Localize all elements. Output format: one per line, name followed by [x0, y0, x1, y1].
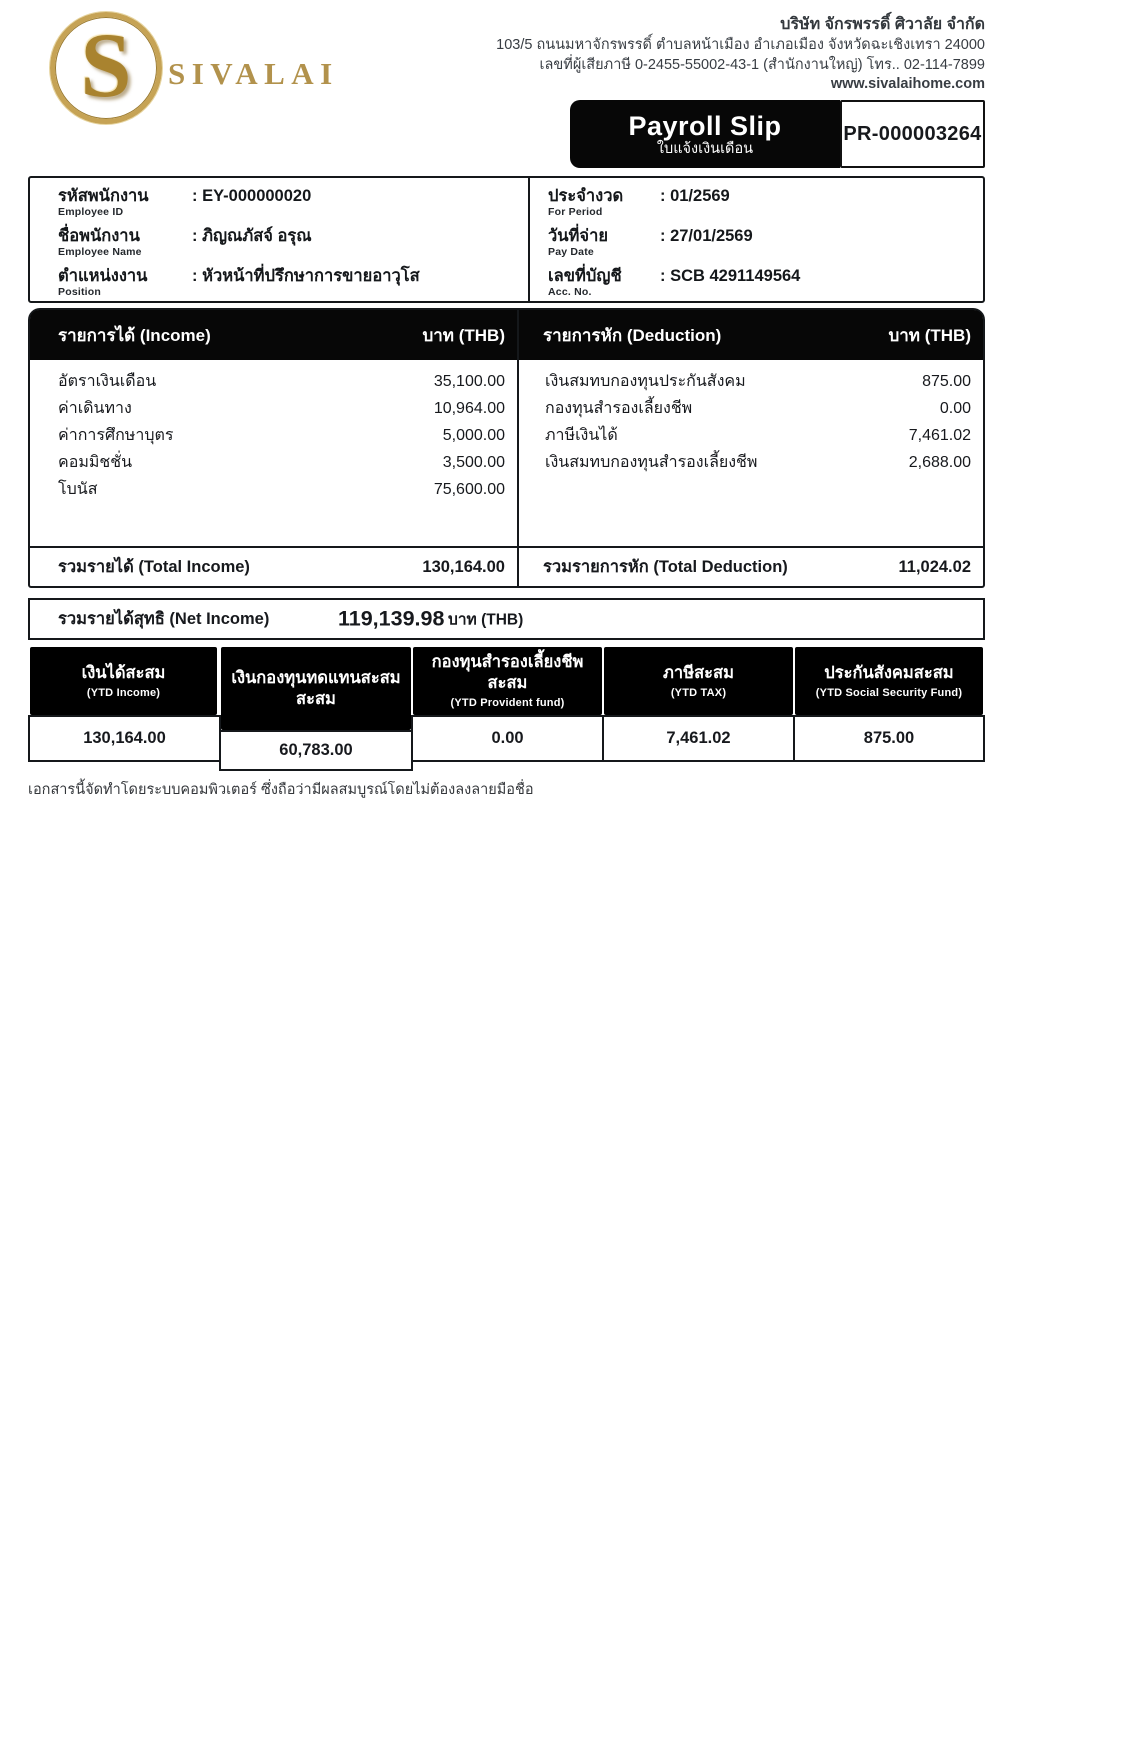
net-income-value: 119,139.98: [338, 606, 445, 631]
deduction-row: [519, 395, 983, 422]
income-row: [30, 422, 517, 449]
employee-info-left-column: [58, 187, 498, 307]
pay-date-field: [548, 227, 968, 259]
ytd-income-label-th: เงินได้สะสม: [81, 663, 166, 682]
income-row: [30, 368, 517, 395]
deduction-row-label: กองทุนสำรองเลี้ยงชีพ: [545, 400, 693, 417]
period-label-th: ประจำงวด: [548, 187, 624, 205]
income-row: [30, 395, 517, 422]
ytd-social-security-label-th: ประกันสังคมสะสม: [824, 663, 954, 682]
deduction-row-label: เงินสมทบกองทุนสำรองเลี้ยงชีพ: [545, 454, 758, 471]
ytd-summary-strip: [28, 647, 985, 777]
income-row-amount: 75,600.00: [433, 480, 505, 498]
deduction-row-label: ภาษีเงินได้: [545, 427, 618, 444]
ytd-social-security-label-en: (YTD Social Security Fund): [815, 686, 963, 699]
deduction-currency-label: บาท (THB): [888, 325, 971, 345]
income-row-label: ค่าเดินทาง: [58, 400, 132, 417]
income-row-amount: 3,500.00: [442, 453, 505, 471]
ytd-income-label-en: (YTD Income): [86, 686, 161, 699]
account-number-label-th: เลขที่บัญชี: [548, 267, 622, 285]
total-income-value: 130,164.00: [422, 557, 505, 576]
position-label-th: ตำแหน่งงาน: [58, 267, 148, 285]
employee-name-field: [58, 227, 498, 259]
income-row-label: คอมมิชชั่น: [58, 454, 133, 471]
deduction-row-amount: 0.00: [939, 399, 971, 417]
total-income-label: รวมรายได้ (Total Income): [58, 558, 250, 576]
employee-id-field: [58, 187, 498, 219]
pay-date-value: : 27/01/2569: [660, 227, 753, 245]
deduction-header-label: รายการหัก (Deduction): [543, 325, 722, 345]
position-value: : หัวหน้าที่ปรึกษาการขายอาวุโส: [192, 267, 420, 285]
deduction-row-amount: 875.00: [922, 372, 971, 390]
income-row-amount: 35,100.00: [433, 372, 505, 390]
income-header-cell: [30, 310, 517, 360]
table-totals-row: [30, 546, 983, 586]
ytd-provident-fund-header: [413, 647, 602, 715]
employee-id-label-en: Employee ID: [58, 206, 124, 218]
company-info-block: [496, 14, 985, 95]
deduction-row-amount: 7,461.02: [908, 426, 971, 444]
ytd-compensation-fund-header: [221, 647, 411, 730]
deduction-row: [519, 449, 983, 476]
payroll-slip-banner: [570, 100, 840, 168]
employee-info-box: [28, 176, 985, 303]
ytd-tax-value: 7,461.02: [602, 715, 795, 762]
ytd-tax-label-th: ภาษีสะสม: [663, 663, 734, 682]
ytd-income-value: 130,164.00: [28, 715, 221, 762]
deduction-row-label: เงินสมทบกองทุนประกันสังคม: [545, 373, 746, 390]
computer-generated-note: เอกสารนี้จัดทำโดยระบบคอมพิวเตอร์ ซึ่งถือว่ามีผลสมบูรณ์โดยไม่ต้องลงลายมือชื่อ: [28, 782, 534, 798]
document-title: Payroll Slip: [628, 110, 782, 141]
deduction-row: [519, 368, 983, 395]
company-name: บริษัท จักรพรรดิ์ ศิวาลัย จำกัด: [780, 16, 985, 33]
account-number-label-en: Acc. No.: [548, 286, 592, 298]
employee-id-value: : EY-000000020: [192, 187, 312, 205]
position-field: [58, 267, 498, 299]
pay-date-label-en: Pay Date: [548, 246, 594, 258]
document-subtitle: ใบแจ้งเงินเดือน: [656, 140, 754, 157]
ytd-provident-fund-value: 0.00: [411, 715, 604, 762]
employee-box-divider: [528, 178, 530, 301]
income-row-label: อัตราเงินเดือน: [58, 373, 157, 390]
table-center-divider: [517, 310, 519, 586]
income-deduction-table: [28, 308, 985, 588]
logo-monogram-letter: S: [80, 14, 132, 116]
income-row-amount: 10,964.00: [433, 399, 505, 417]
income-row: [30, 449, 517, 476]
ytd-income-header: [30, 647, 217, 715]
pay-date-label-th: วันที่จ่าย: [548, 227, 609, 245]
ytd-tax-label-en: (YTD TAX): [670, 686, 727, 699]
employee-name-label-th: ชื่อพนักงาน: [58, 227, 140, 245]
ytd-tax-header: [604, 647, 793, 715]
position-label-en: Position: [58, 286, 102, 298]
document-number-box: [840, 100, 985, 168]
deduction-row: [519, 422, 983, 449]
employee-id-label-th: รหัสพนักงาน: [58, 187, 149, 205]
ytd-provident-fund-label-en: (YTD Provident fund): [450, 697, 565, 709]
account-number-value: : SCB 4291149564: [660, 267, 801, 285]
ytd-social-security-value: 875.00: [793, 715, 985, 762]
company-website: www.sivalaihome.com: [830, 76, 985, 92]
total-deduction-value: 11,024.02: [898, 557, 971, 576]
income-header-label: รายการได้ (Income): [58, 325, 211, 345]
total-income-cell: [30, 548, 517, 586]
ytd-social-security-header: [795, 647, 983, 715]
brand-wordmark: SIVALAI: [168, 56, 339, 91]
sivalai-logo-monogram-icon: [50, 6, 162, 124]
income-row-label: โบนัส: [58, 481, 98, 498]
net-income-currency: บาท (THB): [448, 611, 524, 629]
employee-name-value: : ภิญณภัสจ์ อรุณ: [192, 227, 312, 245]
employee-name-label-en: Employee Name: [58, 246, 142, 258]
table-header-row: [30, 310, 983, 360]
income-row: [30, 476, 517, 503]
document-number: PR-000003264: [843, 122, 982, 145]
period-label-en: For Period: [548, 206, 603, 218]
ytd-compensation-fund-label-th2: สะสม: [296, 689, 336, 708]
ytd-provident-fund-label-th: กองทุนสำรองเลี้ยงชีพสะสม: [431, 653, 584, 692]
income-row-label: ค่าการศึกษาบุตร: [58, 427, 174, 444]
income-row-amount: 5,000.00: [442, 426, 505, 444]
employee-info-right-column: [548, 187, 968, 307]
total-deduction-cell: [517, 548, 983, 586]
net-income-box: [28, 598, 985, 640]
account-number-field: [548, 267, 968, 299]
deduction-rows: [519, 368, 983, 476]
period-field: [548, 187, 968, 219]
net-income-label: รวมรายได้สุทธิ (Net Income): [58, 610, 270, 628]
total-deduction-label: รวมรายการหัก (Total Deduction): [543, 558, 788, 576]
deduction-header-cell: [517, 310, 983, 360]
deduction-row-amount: 2,688.00: [908, 453, 971, 471]
company-tax-line: เลขที่ผู้เสียภาษี 0-2455-55002-43-1 (สำนักงานใหญ่) โทร.. 02-114-7899: [539, 56, 985, 73]
ytd-compensation-fund-label-th: เงินกองทุนทดแทนสะสม: [231, 668, 401, 687]
ytd-compensation-fund-value: 60,783.00: [219, 730, 413, 771]
company-address: 103/5 ถนนมหาจักรพรรดิ์ ตำบลหน้าเมือง อำเภอเมือง จังหวัดฉะเชิงเทรา 24000: [496, 37, 985, 53]
period-value: : 01/2569: [660, 187, 730, 205]
income-rows: [30, 368, 517, 503]
income-currency-label: บาท (THB): [422, 325, 505, 345]
